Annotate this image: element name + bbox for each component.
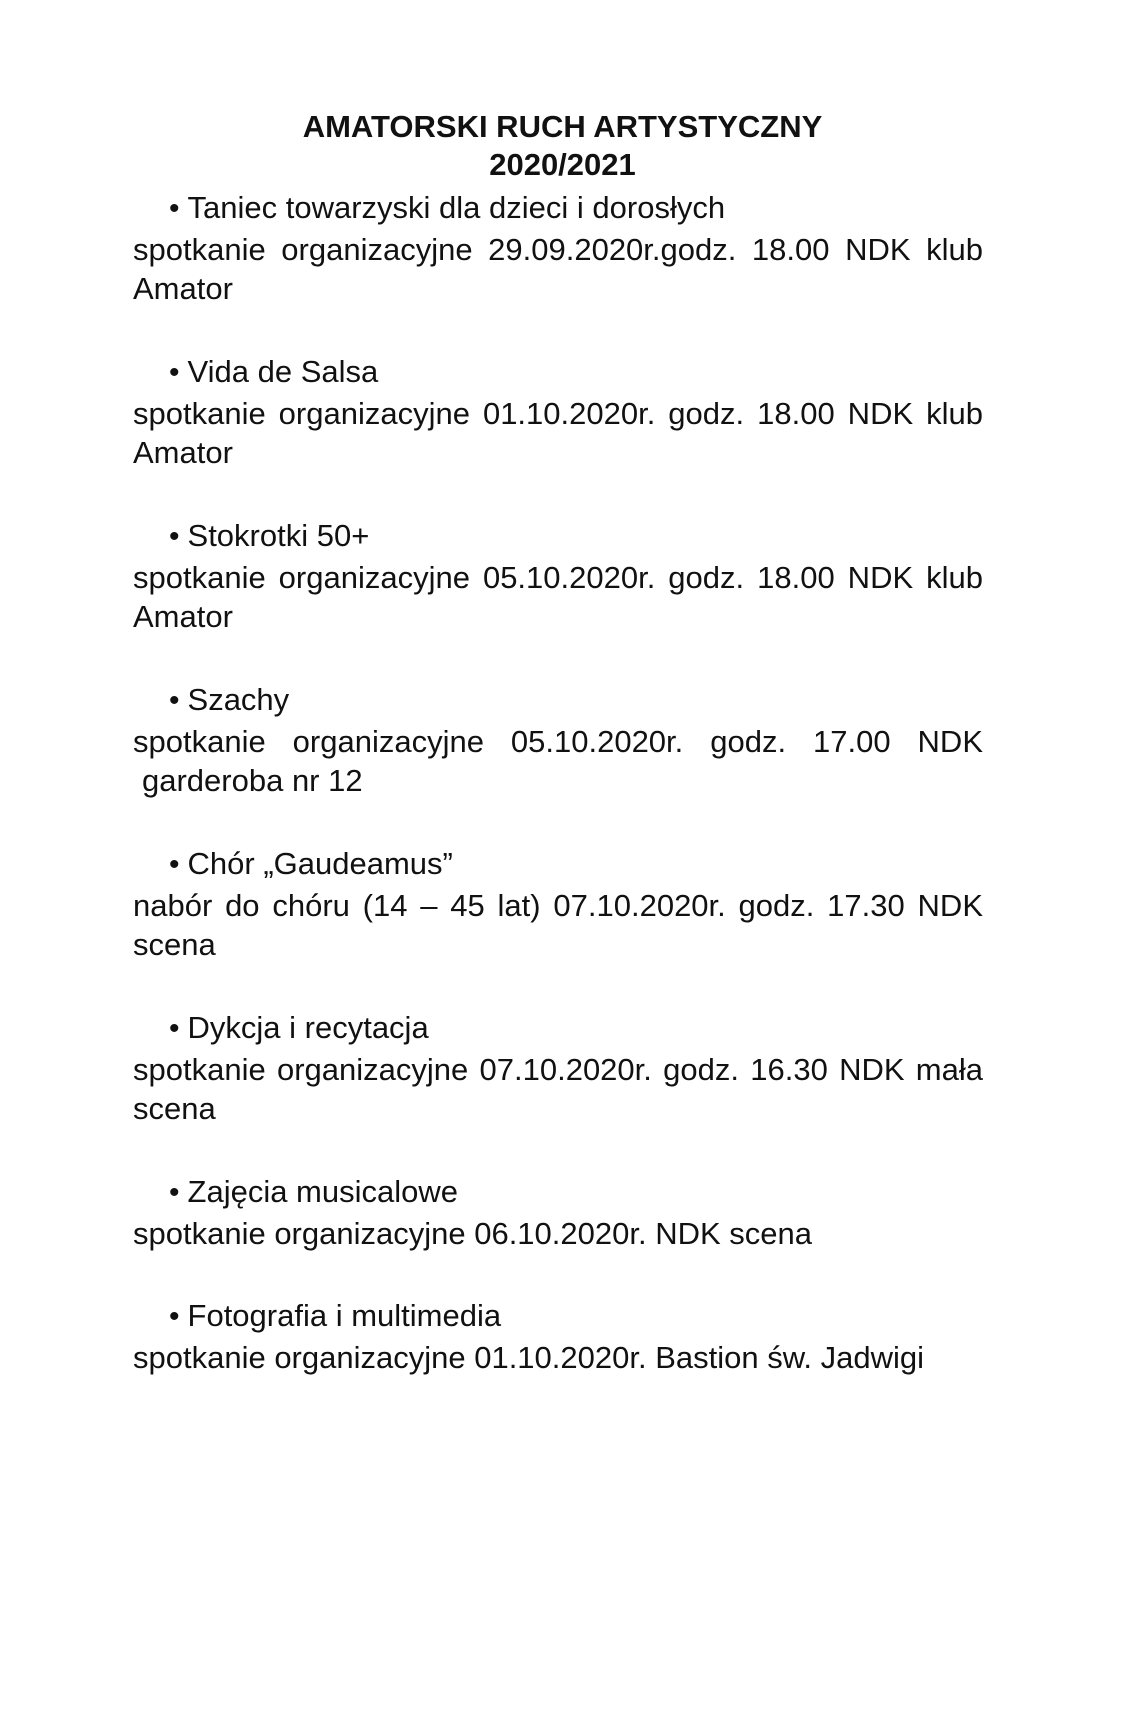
bullet-icon: • xyxy=(169,684,180,717)
activity-heading xyxy=(133,680,983,722)
activity-detail: nabór do chóru (14 – 45 lat) 07.10.2020r. godz. 17.30 NDK scena xyxy=(133,888,983,962)
bullet-icon: • xyxy=(169,520,180,553)
bullet-icon: • xyxy=(169,1300,180,1333)
bullet-icon: • xyxy=(169,1012,180,1045)
title-line-2: 2020/2021 xyxy=(489,147,636,182)
activity-item xyxy=(133,188,983,308)
bullet-icon: • xyxy=(169,356,180,389)
activity-detail: spotkanie organizacyjne 05.10.2020r. godz. 18.00 NDK klub Amator xyxy=(133,560,983,634)
activity-name: Fotografia i multimedia xyxy=(187,1298,502,1333)
activity-detail: spotkanie organizacyjne 05.10.2020r. godz. 17.00 NDK xyxy=(133,724,983,759)
activity-name: Dykcja i recytacja xyxy=(187,1010,429,1045)
activity-name: Zajęcia musicalowe xyxy=(187,1174,459,1209)
document-title xyxy=(0,108,1125,184)
activity-heading xyxy=(133,188,983,230)
activity-heading xyxy=(133,516,983,558)
activity-detail: spotkanie organizacyjne 07.10.2020r. godz. 16.30 NDK mała scena xyxy=(133,1052,983,1126)
activity-detail: spotkanie organizacyjne 06.10.2020r. NDK scena xyxy=(133,1216,812,1251)
activity-heading xyxy=(133,352,983,394)
activity-item xyxy=(133,516,983,636)
activity-name: Stokrotki 50+ xyxy=(187,518,370,553)
activity-name: Chór „Gaudeamus” xyxy=(187,846,453,881)
activity-item xyxy=(133,1172,983,1253)
activity-item xyxy=(133,1296,983,1377)
bullet-icon: • xyxy=(169,192,180,225)
activity-name: Vida de Salsa xyxy=(187,354,379,389)
activity-heading xyxy=(133,844,983,886)
activity-heading xyxy=(133,1172,983,1214)
bullet-icon: • xyxy=(169,1176,180,1209)
activity-item xyxy=(133,680,983,800)
activity-item xyxy=(133,1008,983,1128)
activity-heading xyxy=(133,1296,983,1338)
activity-detail: spotkanie organizacyjne 01.10.2020r. godz. 18.00 NDK klub Amator xyxy=(133,396,983,470)
activity-item xyxy=(133,844,983,964)
activity-heading xyxy=(133,1008,983,1050)
activity-detail-location: garderoba nr 12 xyxy=(142,763,363,798)
activity-detail: spotkanie organizacyjne 01.10.2020r. Bastion św. Jadwigi xyxy=(133,1340,924,1375)
activity-name: Szachy xyxy=(187,682,290,717)
title-line-1: AMATORSKI RUCH ARTYSTYCZNY xyxy=(302,109,823,144)
activity-detail: spotkanie organizacyjne 29.09.2020r.godz. 18.00 NDK klub Amator xyxy=(133,232,983,306)
activity-name: Taniec towarzyski dla dzieci i dorosłych xyxy=(187,190,726,225)
bullet-icon: • xyxy=(169,848,180,881)
activity-item xyxy=(133,352,983,472)
